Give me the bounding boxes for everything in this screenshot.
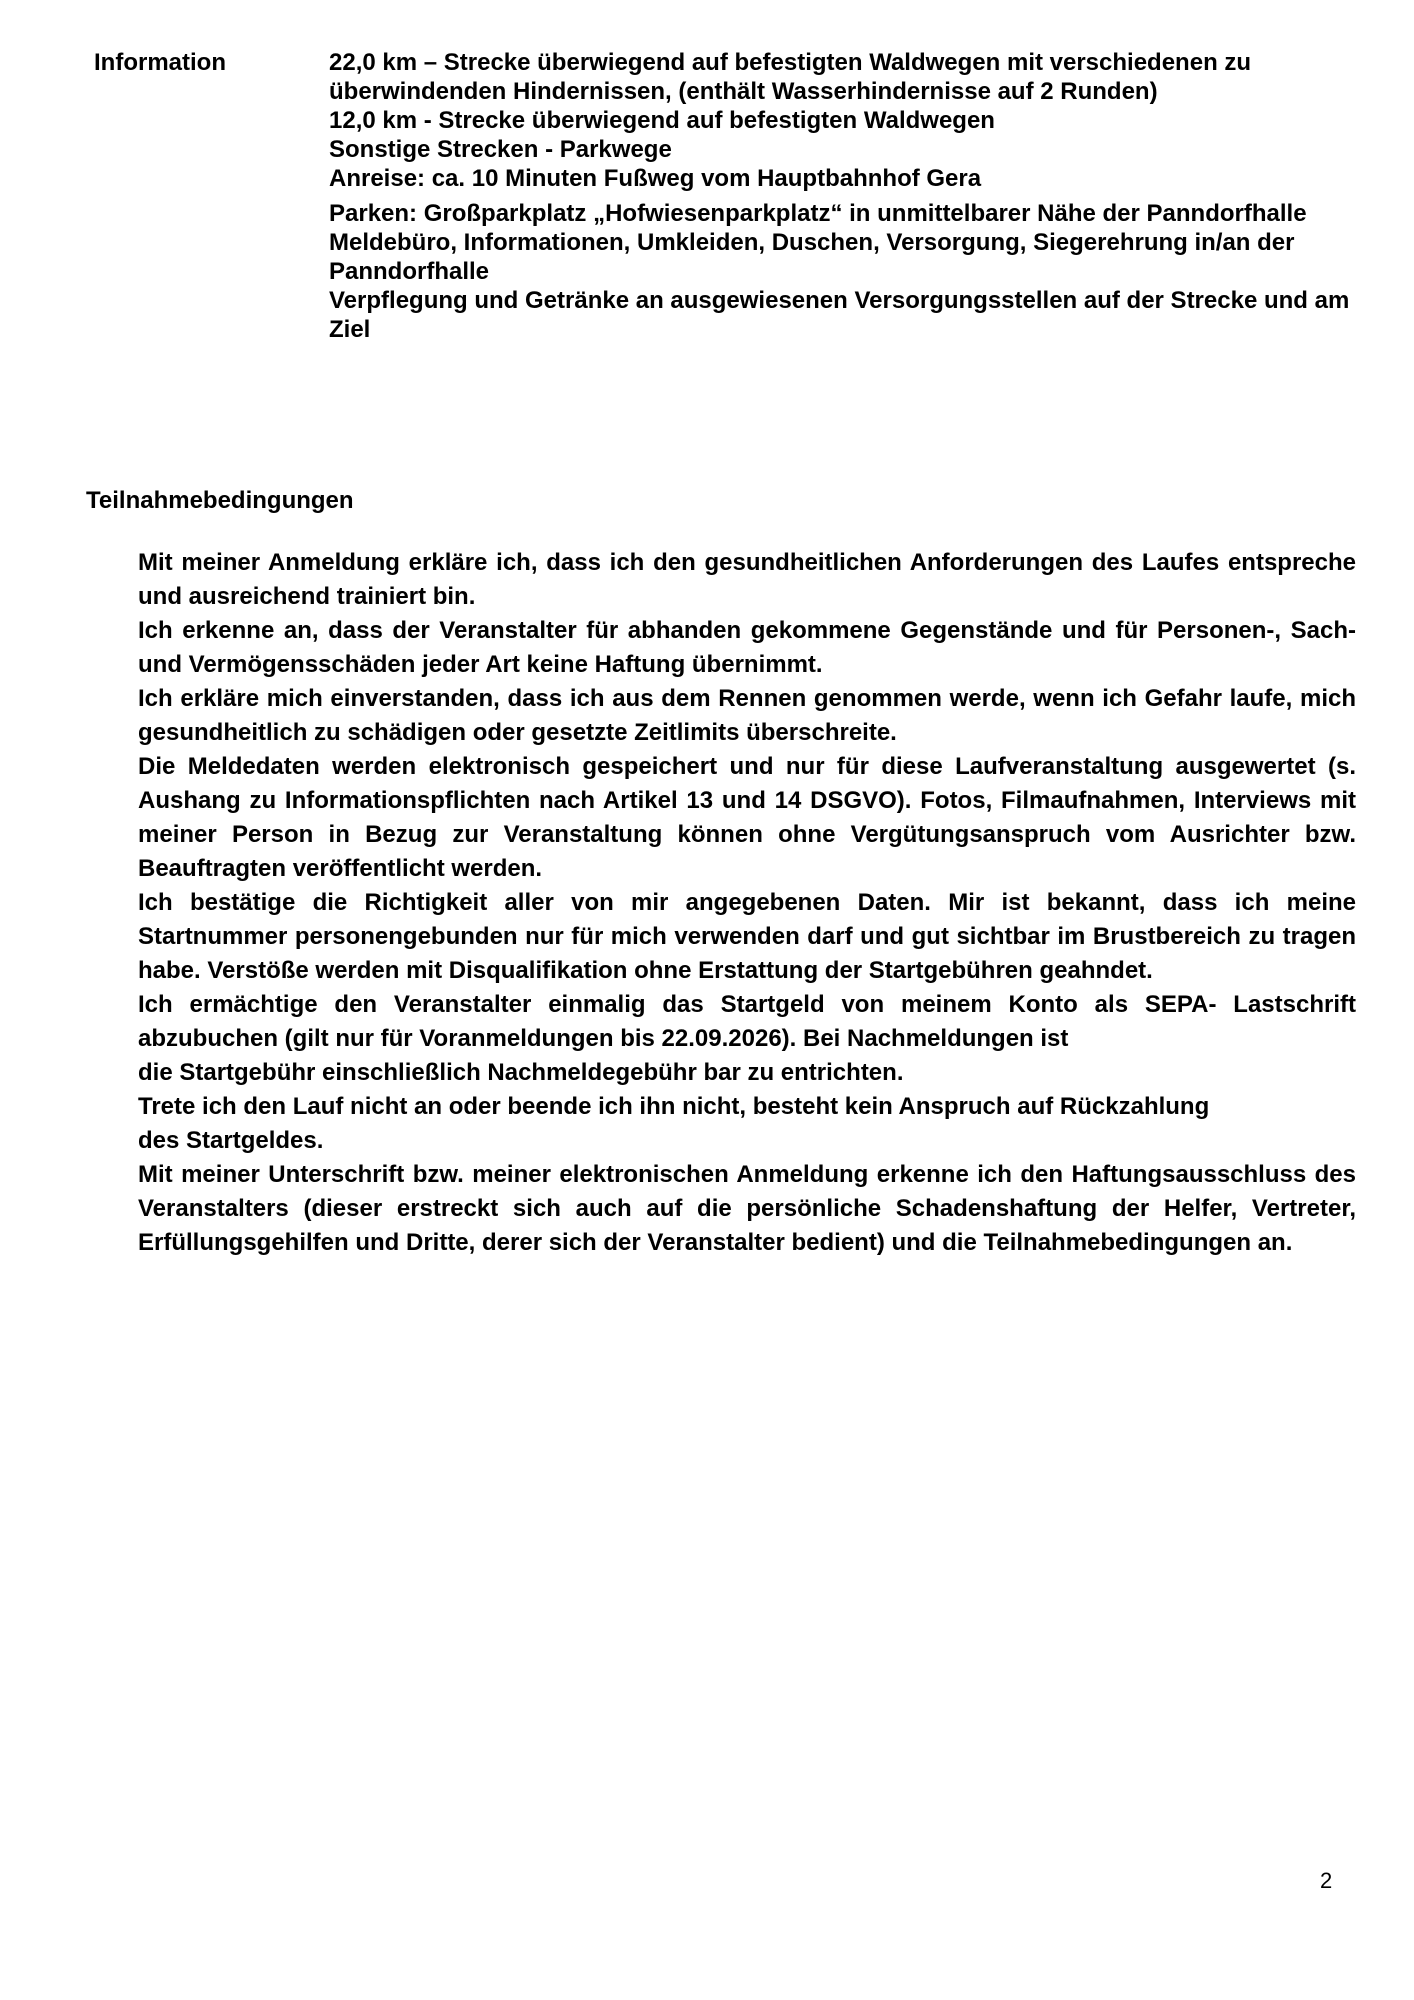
information-content [329,48,1354,344]
condition-late-fee: die Startgebühr einschließlich Nachmeldegebühr bar zu entrichten. [138,1059,904,1086]
condition-signature: Mit meiner Unterschrift bzw. meiner elektronischen Anmeldung erkenne ich den Haftungsausschluss des Veranstalters (dieser erstreckt sich auch auf die persönliche Schadenshaftung der Helfer, Vertreter, Erfüllungsgehilfen und Dritte, derer sich der Veranstalter bedient) und die Teilnahmebedingungen an. [138,1161,1356,1256]
info-line-12km: 12,0 km - Strecke überwiegend auf befestigten Waldwegen [329,107,995,134]
condition-removal: Ich erkläre mich einverstanden, dass ich aus dem Rennen genommen werde, wenn ich Gefahr laufe, mich gesundheitlich zu schädigen oder gesetzte Zeitlimits überschreite. [138,685,1356,746]
information-label: Information [94,49,226,76]
condition-bib-number: Ich bestätige die Richtigkeit aller von mir angegebenen Daten. Mir ist bekannt, dass ich meine Startnummer personengebunden nur für mich verwenden darf und gut sichtbar im Brustbereich zu tragen habe. Verstöße werden mit Disqualifikation ohne Erstattung der Startgebühren geahndet. [138,889,1356,984]
info-line-other-routes: Sonstige Strecken - Parkwege [329,136,672,163]
info-line-22km: 22,0 km – Strecke überwiegend auf befestigten Waldwegen mit verschiedenen zu überwindenden Hindernissen, (enthält Wasserhindernisse auf 2 Runden) [329,49,1252,105]
condition-sepa: Ich ermächtige den Veranstalter einmalig das Startgeld von meinem Konto als SEPA- Lastschrift abzubuchen (gilt nur für Voranmeldungen bis 22.09.2026). Bei Nachmeldungen ist [138,991,1356,1052]
info-line-arrival: Anreise: ca. 10 Minuten Fußweg vom Hauptbahnhof Gera [329,165,982,192]
condition-data-privacy: Die Meldedaten werden elektronisch gespeichert und nur für diese Laufveranstaltung ausgewertet (s. Aushang zu Informationspflichten nach Artikel 13 und 14 DSGVO). Fotos, Filmaufnahmen, Interviews mit meiner Person in Bezug zur Veranstaltung können ohne Vergütungsanspruch vom Ausrichter bzw. Beauftragten veröffentlicht werden. [138,753,1356,882]
condition-health: Mit meiner Anmeldung erkläre ich, dass ich den gesundheitlichen Anforderungen des Laufes entspreche und ausreichend trainiert bin. [138,549,1356,610]
page-number: 2 [1320,1868,1333,1893]
condition-liability: Ich erkenne an, dass der Veranstalter für abhanden gekommene Gegenstände und für Personen-, Sach- und Vermögensschäden jeder Art keine Haftung übernimmt. [138,617,1356,678]
info-line-catering: Verpflegung und Getränke an ausgewiesenen Versorgungsstellen auf der Strecke und am Ziel [329,287,1350,343]
info-line-parking: Parken: Großparkplatz „Hofwiesenparkplatz“ in unmittelbarer Nähe der Panndorfhalle [329,200,1307,227]
info-line-registration-office: Meldebüro, Informationen, Umkleiden, Duschen, Versorgung, Siegerehrung in/an der Panndorfhalle [329,229,1295,285]
condition-refund-cont: des Startgeldes. [138,1127,324,1154]
conditions-title: Teilnahmebedingungen [86,487,354,514]
conditions-body [138,546,1356,1260]
condition-refund: Trete ich den Lauf nicht an oder beende ich ihn nicht, besteht kein Anspruch auf Rückzahlung [138,1093,1210,1120]
